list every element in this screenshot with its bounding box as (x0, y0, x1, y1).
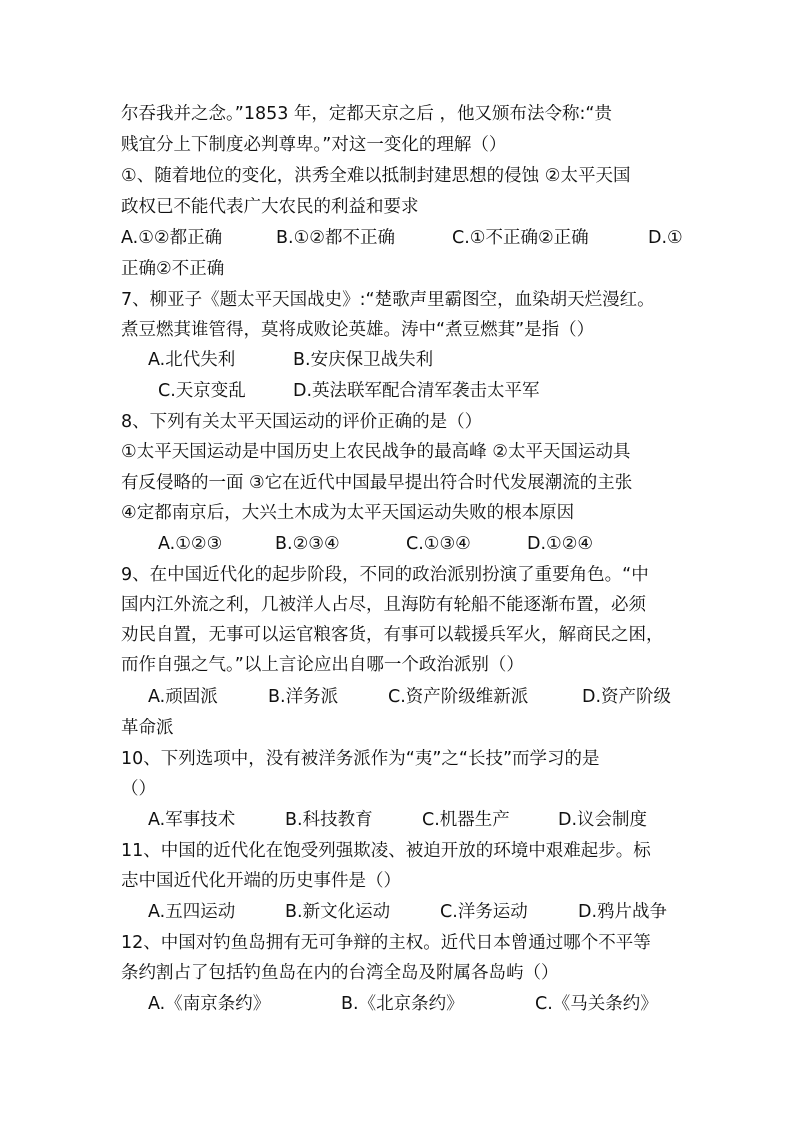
q12-option-b: B.《北京条约》 (341, 994, 464, 1014)
q6-option-b: B.①②都不正确 (276, 228, 395, 248)
q7-option-a: A.北代失利 (148, 350, 236, 370)
q12-option-c: C.《马关条约》 (535, 994, 658, 1014)
q8-line-2: ①太平天国运动是中国历史上农民战争的最高峰 ②太平天国运动具 (121, 442, 631, 462)
q9-line-2: 国内江外流之利，几被洋人占尽，且海防有轮船不能逐渐布置，必须 (121, 595, 646, 615)
q10-line-2: （） (121, 779, 156, 799)
q8-option-b: B.②③④ (275, 534, 340, 554)
q6-option-d-cont: 正确②不正确 (121, 259, 225, 279)
q9-option-a: A.顽固派 (148, 687, 218, 707)
q12-line-2: 条约割占了包括钓鱼岛在内的台湾全岛及附属各岛屿（） (121, 963, 559, 983)
q7-option-d: D.英法联军配合清军袭击太平军 (293, 381, 540, 401)
q9-line-3: 劝民自置，无事可以运官粮客货，有事可以载援兵军火，解商民之困， (121, 625, 664, 645)
q9-line-4: 而作自强之气。”以上言论应出自哪一个政治派别（） (121, 655, 524, 675)
q8-line-3: 有反侵略的一面 ③它在近代中国最早提出符合时代发展潮流的主张 (121, 473, 633, 493)
q12-option-a: A.《南京条约》 (148, 994, 271, 1014)
q6-line-3: ①、随着地位的变化，洪秀全难以抵制封建思想的侵蚀 ②太平天国 (121, 166, 631, 186)
q8-line-4: ④定都南京后，大兴土木成为太平天国运动失败的根本原因 (121, 503, 575, 523)
q10-option-a: A.军事技术 (148, 810, 236, 830)
q9-line-1: 9、在中国近代化的起步阶段，不同的政治派别扮演了重要角色。“中 (121, 565, 649, 585)
q7-line-2: 煮豆燃萁谁管得，莫将成败论英雄。涛中“煮豆燃萁”是指（） (121, 320, 595, 340)
q6-line-4: 政权已不能代表广大农民的利益和要求 (121, 197, 419, 217)
q8-line-1: 8、下列有关太平天国运动的评价正确的是（） (121, 412, 483, 432)
q6-option-c: C.①不正确②正确 (452, 228, 589, 248)
q10-option-b: B.科技教育 (285, 810, 373, 830)
q10-option-c: C.机器生产 (422, 810, 510, 830)
q9-option-b: B.洋务派 (268, 687, 339, 707)
q11-option-a: A.五四运动 (148, 902, 236, 922)
q9-option-d-cont: 革命派 (121, 718, 174, 738)
q7-option-b: B.安庆保卫战失利 (293, 350, 434, 370)
q6-option-d: D.① (648, 228, 683, 248)
q6-line-1: 尔吞我并之念。”1853 年，定都天京之后 ，他又颁布法令称:“贵 (121, 104, 612, 124)
q6-option-a: A.①②都正确 (121, 228, 223, 248)
q9-option-d: D.资产阶级 (582, 687, 672, 707)
q10-option-d: D.议会制度 (558, 810, 648, 830)
q11-option-b: B.新文化运动 (285, 902, 391, 922)
q10-line-1: 10、下列选项中，没有被洋务派作为“夷”之“长技”而学习的是 (121, 749, 600, 769)
q7-option-c: C.天京变乱 (158, 381, 246, 401)
q6-line-2: 贱宜分上下制度必判尊卑。”对这一变化的理解（） (121, 135, 507, 155)
q8-option-d: D.①②④ (527, 534, 594, 554)
q11-line-2: 志中国近代化开端的历史事件是（） (121, 871, 401, 891)
q11-option-d: D.鸦片战争 (578, 902, 668, 922)
q12-line-1: 12、中国对钓鱼岛拥有无可争辩的主权。近代日本曾通过哪个不平等 (121, 933, 651, 953)
q8-option-a: A.①②③ (158, 534, 223, 554)
q8-option-c: C.①③④ (406, 534, 471, 554)
q11-option-c: C.洋务运动 (440, 902, 528, 922)
q11-line-1: 11、中国的近代化在饱受列强欺凌、被迫开放的环境中艰难起步。标 (121, 841, 651, 861)
q7-line-1: 7、柳亚子《题太平天国战史》:“楚歌声里霸图空，血染胡天烂漫红。 (121, 290, 655, 310)
q9-option-c: C.资产阶级维新派 (388, 687, 529, 707)
